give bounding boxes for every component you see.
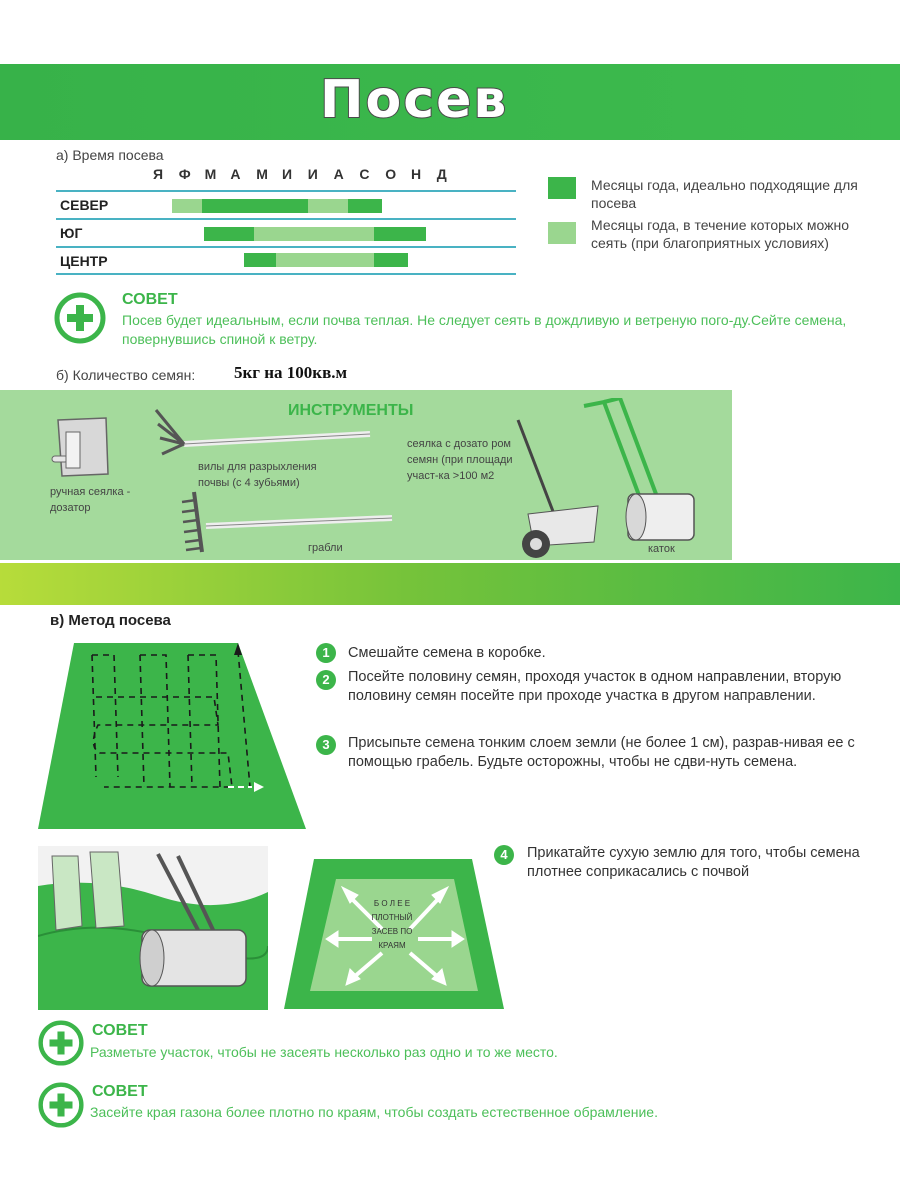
roller-icon: [580, 398, 704, 546]
fork-icon: [148, 404, 374, 464]
bar-south-ideal: [204, 227, 254, 241]
tip-title: СОВЕТ: [92, 1022, 148, 1039]
row-label-south: ЮГ: [60, 225, 83, 241]
dense-sowing-label: [352, 897, 432, 953]
dense-label-line: ЗАСЕВ ПО: [371, 927, 413, 936]
bar-north-possible: [172, 199, 202, 213]
month-label: А: [230, 166, 243, 182]
bar-south-ideal: [374, 227, 426, 241]
seeder-label: сеялка с дозато ром семян (при площади участ-ка >100 м2: [407, 438, 513, 482]
month-label: Ф: [178, 166, 193, 182]
tools-title: ИНСТРУМЕНТЫ: [288, 402, 414, 419]
dense-label-line: Б О Л Е Е: [373, 899, 411, 908]
bar-center-ideal: [374, 253, 408, 267]
month-label: М: [256, 166, 270, 182]
manual-seeder-label: ручная сеялка - дозатор: [50, 486, 131, 514]
bar-south-possible: [254, 227, 374, 241]
rake-icon: [176, 488, 396, 554]
bar-north-possible: [308, 199, 348, 213]
dense-label-line: КРАЯМ: [378, 941, 406, 950]
row-label-north: СЕВЕР: [60, 197, 109, 213]
timing-section-label: а) Время посева: [56, 147, 164, 163]
month-label: М: [204, 166, 219, 182]
plus-icon: [54, 292, 106, 344]
seeds-value: 5кг на 100кв.м: [234, 363, 348, 382]
manual-seeder-icon: [48, 412, 118, 482]
month-label: И: [307, 166, 320, 182]
method-section-label: в) Метод посева: [50, 612, 171, 629]
seeds-label: б) Количество семян:: [56, 367, 196, 383]
month-label: И: [282, 166, 295, 182]
step-number: 3: [316, 735, 336, 755]
bar-center-ideal: [244, 253, 276, 267]
rolling-illustration: [38, 846, 268, 1010]
tip-title: СОВЕТ: [122, 291, 178, 308]
month-label: А: [333, 166, 346, 182]
fork-label: вилы для разрыхления почвы (с 4 зубьями): [198, 461, 317, 489]
tip-text: Посев будет идеальным, если почва теплая. Не следует сеять в дождливую и ветреную пого-ду.Сейте семена, повернувшись спиной к ветру.: [122, 312, 847, 347]
month-label: Н: [411, 166, 424, 182]
step-number: 4: [494, 845, 514, 865]
tip-text: Разметьте участок, чтобы не засеять несколько раз одно и то же место.: [90, 1044, 558, 1060]
table-rule: [56, 246, 516, 248]
legend-ideal-swatch: [548, 177, 576, 199]
bar-north-ideal: [348, 199, 382, 213]
tip-text: Засейте края газона более плотно по краям, чтобы создать естественное обрамление.: [90, 1104, 658, 1120]
step-text: Присыпьте семена тонким слоем земли (не более 1 см), разрав-нивая ее с помощью грабель. Будьте осторожны, чтобы не сдви-нуть семена.: [348, 735, 855, 770]
page-title: Посев: [320, 70, 509, 130]
step-text: Смешайте семена в коробке.: [348, 645, 546, 661]
month-label: Д: [436, 166, 449, 182]
rake-label: грабли: [308, 542, 343, 554]
row-label-center: ЦЕНТР: [60, 253, 108, 269]
step-text: Прикатайте сухую землю для того, чтобы семена плотнее соприкасались с почвой: [527, 845, 860, 880]
month-label: Я: [153, 166, 166, 182]
tip-title: СОВЕТ: [92, 1083, 148, 1100]
plus-icon: [38, 1082, 84, 1128]
table-rule: [56, 218, 516, 220]
table-rule: [56, 273, 516, 275]
step-number: 1: [316, 643, 336, 663]
month-label: С: [359, 166, 372, 182]
roller-label: каток: [648, 543, 675, 555]
bar-north-ideal: [202, 199, 308, 213]
lawn-pattern-diagram: [38, 637, 308, 833]
dense-label-line: ПЛОТНЫЙ: [371, 913, 413, 922]
legend-ideal-text: Месяцы года, идеально подходящие для посева: [591, 177, 858, 211]
plus-icon: [38, 1020, 84, 1066]
legend-possible-swatch: [548, 222, 576, 244]
step-text: Посейте половину семян, проходя участок в одном направлении, вторую половину семян посейте при проходе участка в другом направлении.: [348, 669, 842, 704]
month-label: О: [385, 166, 399, 182]
step-number: 2: [316, 670, 336, 690]
bar-center-possible: [276, 253, 374, 267]
gradient-divider: [0, 563, 900, 605]
legend-possible-text: Месяцы года, в течение которых можно сеять (при благоприятных условиях): [591, 217, 850, 251]
table-rule: [56, 190, 516, 192]
